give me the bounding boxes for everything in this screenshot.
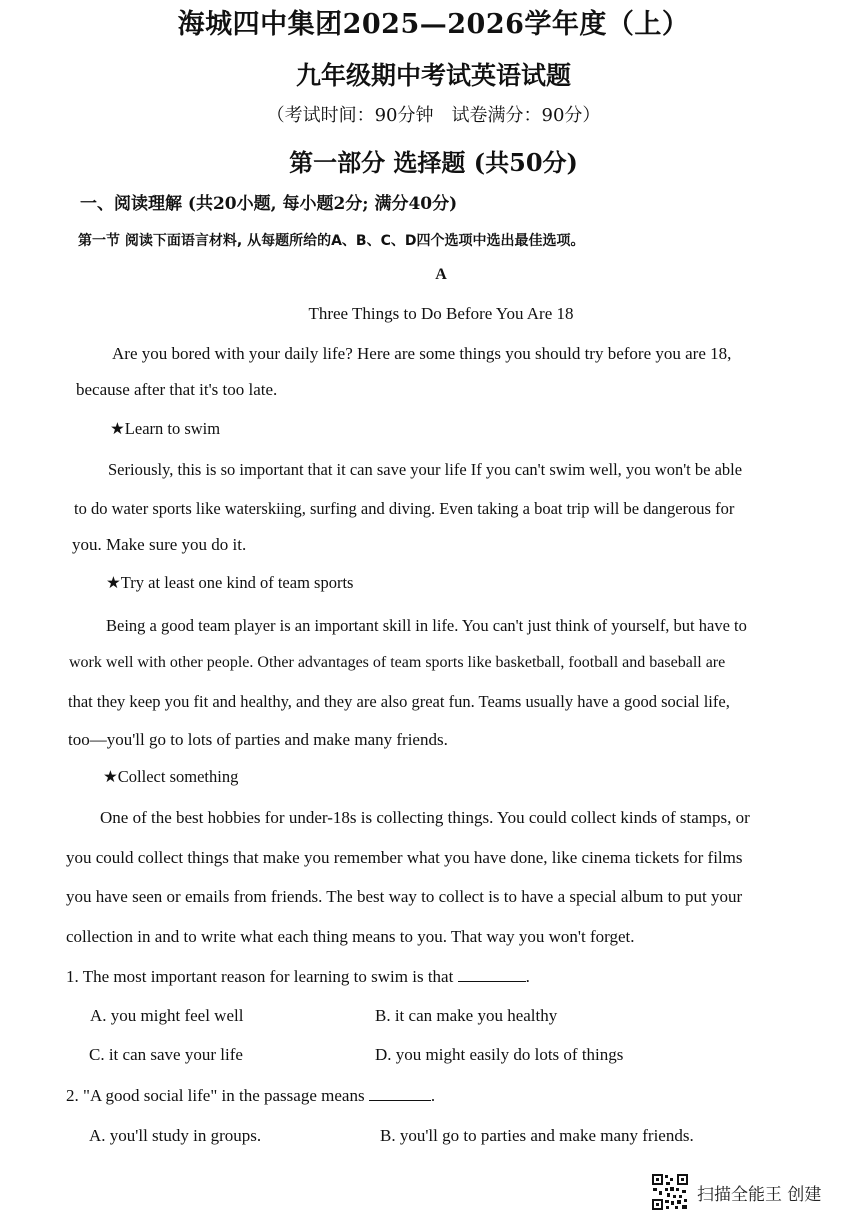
paragraph-line: work well with other people. Other advantages of team sports like basketball, football and baseball are bbox=[69, 654, 726, 671]
qr-code-icon bbox=[651, 1173, 689, 1211]
paragraph-line: Being a good team player is an important skill in life. You can't just think of yourself, but have to bbox=[106, 616, 747, 635]
paragraph-line: to do water sports like waterskiing, surfing and diving. Even taking a boat trip will be dangerous for bbox=[74, 499, 735, 518]
school-title: 海城四中集团2025—2026学年度（上） bbox=[177, 9, 690, 40]
scanner-text: 扫描全能王 创建 bbox=[697, 1184, 822, 1205]
exam-info: （考试时间：90分钟 试卷满分：90分） bbox=[266, 105, 601, 126]
option-b: B. it can make you healthy bbox=[375, 1006, 558, 1025]
part-title: 第一部分 选择题 (共50分) bbox=[289, 148, 578, 177]
intro-line: Are you bored with your daily life? Here are some things you should try before you are 18, bbox=[112, 344, 732, 363]
question-end: . bbox=[430, 1086, 436, 1105]
paragraph-line: One of the best hobbies for under-18s is collecting things. You could collect kinds of stamps, or bbox=[100, 808, 750, 827]
option-d: D. you might easily do lots of things bbox=[375, 1045, 624, 1064]
passage-title: Three Things to Do Before You Are 18 bbox=[308, 304, 574, 323]
intro-line: because after that it's too late. bbox=[76, 380, 278, 399]
paragraph-line: that they keep you fit and healthy, and they are also great fun. Teams usually have a good social life, bbox=[68, 692, 730, 711]
option-c: C. it can save your life bbox=[89, 1045, 243, 1064]
paragraph-line: you have seen or emails from friends. The best way to collect is to have a special album to put your bbox=[66, 887, 743, 906]
exam-title: 九年级期中考试英语试题 bbox=[295, 61, 571, 90]
answer-blank bbox=[458, 966, 526, 982]
question-stem: "A good social life" in the passage means bbox=[83, 1086, 365, 1105]
paragraph-line: you. Make sure you do it. bbox=[72, 535, 247, 554]
question-number: 1. bbox=[66, 967, 79, 986]
question-1 bbox=[66, 966, 530, 987]
question-stem: The most important reason for learning to swim is that bbox=[82, 967, 454, 986]
item-heading: ★Collect something bbox=[103, 767, 239, 786]
question-end: . bbox=[525, 967, 530, 986]
question-2 bbox=[66, 1085, 435, 1106]
passage-letter: A bbox=[435, 266, 447, 283]
section-instruction: 第一节 阅读下面语言材料, 从每题所给的A、B、C、D四个选项中选出最佳选项。 bbox=[78, 233, 585, 249]
section-title: 一、阅读理解 (共20小题, 每小题2分; 满分40分) bbox=[80, 194, 458, 214]
answer-blank bbox=[369, 1085, 431, 1101]
paragraph-line: you could collect things that make you remember what you have done, like cinema tickets for films bbox=[66, 848, 743, 867]
option-a: A. you might feel well bbox=[90, 1006, 244, 1025]
option-a: A. you'll study in groups. bbox=[89, 1126, 262, 1145]
scanner-watermark bbox=[651, 1172, 821, 1212]
paragraph-line: Seriously, this is so important that it can save your life If you can't swim well, you won't be able bbox=[108, 460, 743, 479]
paragraph-line: too—you'll go to lots of parties and make many friends. bbox=[68, 730, 448, 749]
item-heading: ★Learn to swim bbox=[110, 419, 221, 438]
item-heading: ★Try at least one kind of team sports bbox=[106, 573, 354, 592]
paragraph-line: collection in and to write what each thing means to you. That way you won't forget. bbox=[66, 927, 635, 946]
question-number: 2. bbox=[66, 1086, 79, 1105]
option-b: B. you'll go to parties and make many friends. bbox=[380, 1126, 694, 1145]
